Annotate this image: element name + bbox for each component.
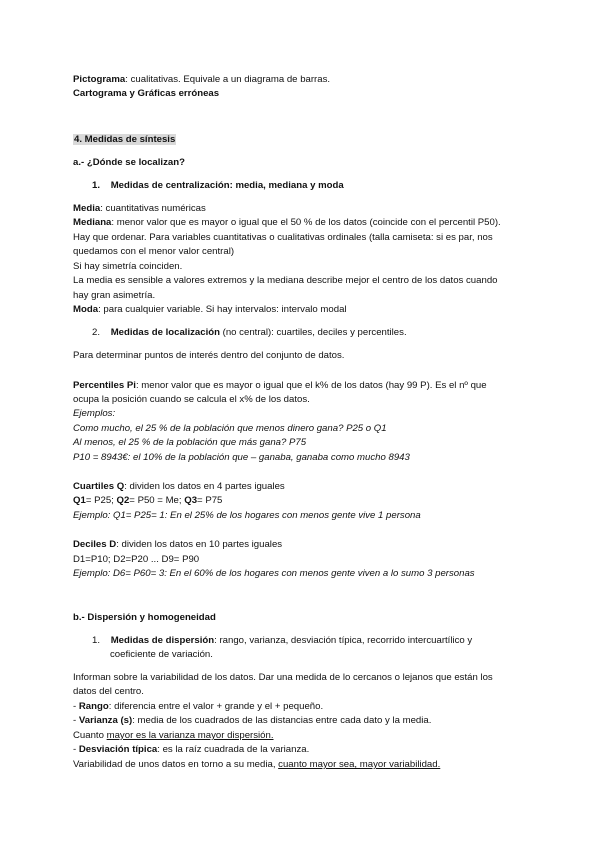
term: Percentiles Pi: [73, 380, 136, 391]
simetria-line: Si hay simetría coinciden.: [73, 261, 183, 272]
section-heading: [73, 134, 176, 146]
mediana-line-3: quedamos con el menor valor central): [73, 246, 235, 257]
example-line-2: Al menos, el 25 % de la población que más gana? P75: [73, 437, 307, 448]
q2-value: = P50 = Me;: [129, 495, 185, 506]
term: Pictograma: [73, 74, 126, 85]
list-item-localizacion: [92, 327, 407, 339]
list-text: Medidas de centralización: media, mediana y moda: [110, 180, 344, 191]
term: Medidas de dispersión: [110, 635, 215, 646]
section-4-title: 4. Medidas de síntesis: [74, 134, 176, 145]
q3-value: = P75: [197, 495, 223, 506]
media-sensible-line-1: La media es sensible a valores extremos y la mediana describe mejor el centro de los datos cuando: [73, 275, 498, 286]
percentiles-line-2: ocupa la posición cuando se calcula el x% de los datos.: [73, 394, 310, 405]
moda-line: [73, 304, 347, 316]
variabilidad-underlined: cuanto mayor sea, mayor variabilidad.: [278, 759, 441, 770]
media-line: [73, 203, 206, 215]
mediana-line: [73, 217, 501, 229]
varianza-line: [73, 715, 431, 727]
puntos-line: Para determinar puntos de interés dentro del conjunto de datos.: [73, 350, 345, 361]
definition: : dividen los datos en 10 partes iguales: [116, 539, 283, 550]
cuartiles-line: [73, 481, 285, 493]
definition: : es la raíz cuadrada de la varianza.: [157, 744, 310, 755]
definition: : menor valor que es mayor o igual que el 50 % de los datos (coincide con el percentil P50).: [111, 217, 501, 228]
list-text: : rango, varianza, desviación típica, recorrido intercuartílico y: [214, 635, 473, 646]
rango-line: [73, 701, 323, 713]
cuanto-line: [73, 730, 274, 742]
list-text: (no central): cuartiles, deciles y percentiles.: [219, 327, 407, 338]
deciles-line: [73, 539, 282, 551]
dash: -: [73, 744, 79, 755]
example-line-1: Como mucho, el 25 % de la población que menos dinero gana? P25 o Q1: [73, 423, 387, 434]
term: Mediana: [73, 217, 112, 228]
dash: -: [73, 701, 79, 712]
list-number: 2.: [92, 327, 101, 338]
cuartiles-example: Ejemplo: Q1= P25= 1: En el 25% de los hogares con menos gente vive 1 persona: [73, 510, 421, 521]
term: Deciles D: [73, 539, 117, 550]
term: Rango: [78, 701, 109, 712]
term: Cuartiles Q: [73, 481, 125, 492]
term: Medidas de localización: [110, 327, 220, 338]
list-item-dispersion-line-2: coeficiente de variación.: [110, 649, 213, 660]
cartograma-line: Cartograma y Gráficas erróneas: [73, 88, 220, 99]
variabilidad-prefix: Variabilidad de unos datos en torno a su media,: [73, 759, 279, 770]
term: Moda: [73, 304, 99, 315]
variabilidad-line: [73, 759, 440, 771]
informan-line-1: Informan sobre la variabilidad de los datos. Dar una medida de lo cercanos o lejanos que están los: [73, 672, 493, 683]
deciles-definition: D1=P10; D2=P20 ... D9= P90: [73, 554, 200, 565]
percentiles-line: [73, 380, 487, 392]
cuanto-underlined: mayor es la varianza mayor dispersión.: [106, 730, 274, 741]
definition: : para cualquier variable. Si hay intervalos: intervalo modal: [98, 304, 347, 315]
cuartiles-definition: [73, 495, 222, 507]
dash: -: [73, 715, 79, 726]
q1-value: = P25;: [85, 495, 117, 506]
desviacion-line: [73, 744, 309, 756]
term: Desviación típica: [78, 744, 158, 755]
list-item-dispersion: [92, 635, 472, 647]
definition: : cualitativas. Equivale a un diagrama de barras.: [125, 74, 331, 85]
example-line-3: P10 = 8943€: el 10% de la población que – ganaba, ganaba como mucho 8943: [73, 452, 410, 463]
q2-label: Q2: [116, 495, 130, 506]
definition: : diferencia entre el valor + grande y el + pequeño.: [108, 701, 324, 712]
media-sensible-line-2: hay gran asimetría.: [73, 290, 156, 301]
list-number: 1.: [92, 180, 101, 191]
deciles-example: Ejemplo: D6= P60= 3: En el 60% de los hogares con menos gente viven a lo sumo 3 personas: [73, 568, 475, 579]
definition: : dividen los datos en 4 partes iguales: [124, 481, 285, 492]
mediana-line-2: Hay que ordenar. Para variables cuantitativas o cualitativas ordinales (talla camiseta: si es par, nos: [73, 232, 493, 243]
definition: : cuantitativas numéricas: [100, 203, 206, 214]
pictograma-line: [73, 74, 330, 86]
term: Media: [73, 203, 101, 214]
subsection-b-heading: b.- Dispersión y homogeneidad: [73, 612, 216, 623]
informan-line-2: datos del centro.: [73, 686, 144, 697]
ejemplos-label: Ejemplos:: [73, 408, 116, 419]
term: Varianza (s): [78, 715, 133, 726]
definition: : media de los cuadrados de las distancias entre cada dato y la media.: [132, 715, 432, 726]
definition: : menor valor que es mayor o igual que el k% de los datos (hay 99 P). Es el nº que: [135, 380, 487, 391]
cuanto-prefix: Cuanto: [73, 730, 107, 741]
q3-label: Q3: [184, 495, 198, 506]
list-number: 1.: [92, 635, 101, 646]
subsection-a-heading: a.- ¿Dónde se localizan?: [73, 157, 185, 168]
q1-label: Q1: [73, 495, 86, 506]
list-item-centralizacion: [92, 180, 344, 192]
